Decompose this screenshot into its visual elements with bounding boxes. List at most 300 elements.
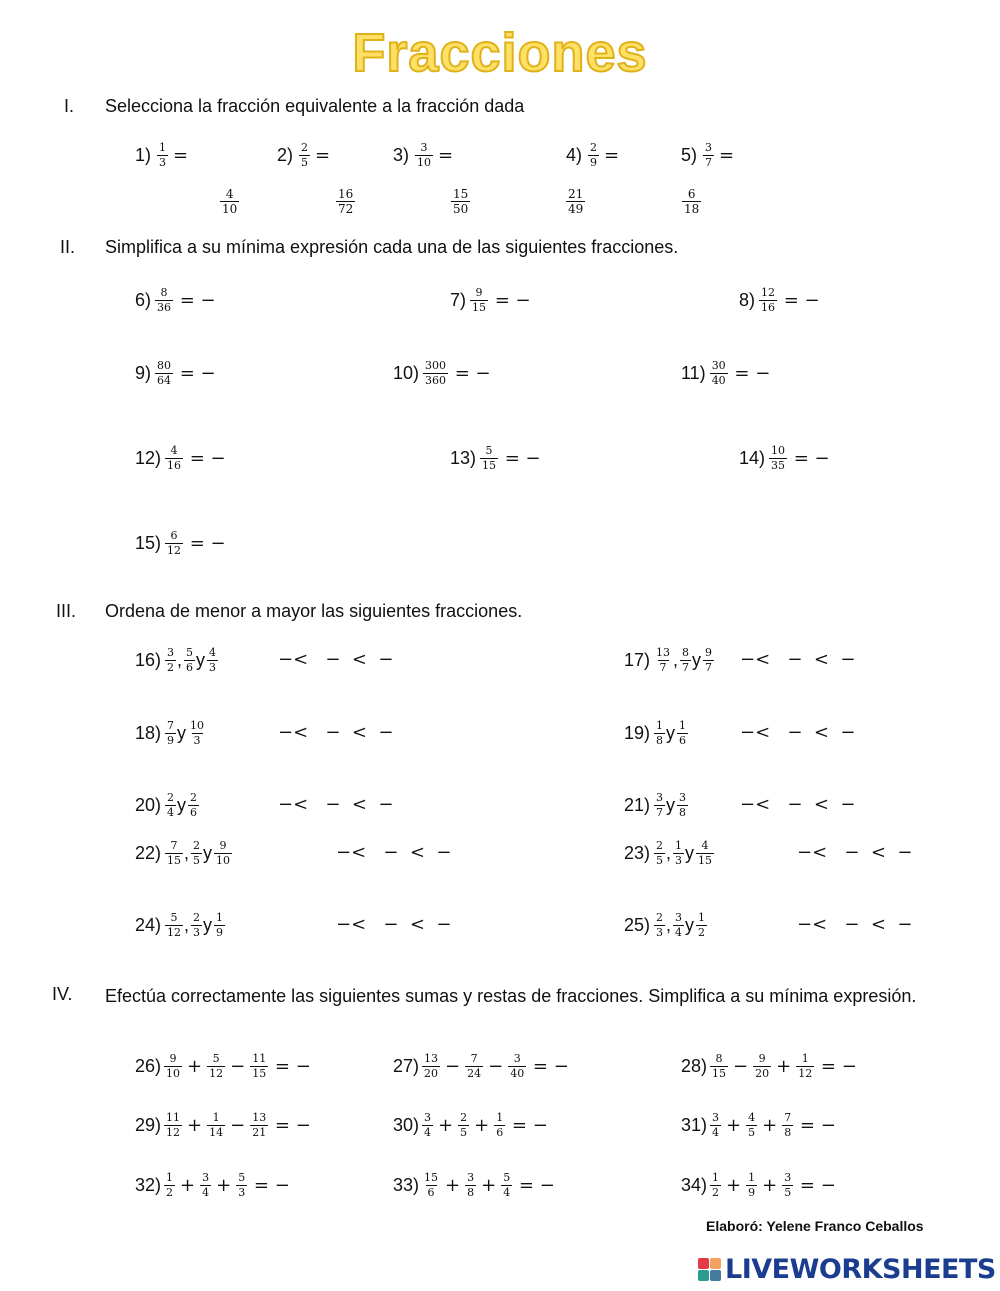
fraction [422,1053,440,1080]
fraction [654,720,665,747]
operation-item [393,1172,555,1199]
numerator: 1 [712,1171,720,1184]
fraction [165,530,183,557]
fraction [458,1112,469,1139]
order-answer-blanks[interactable]: −< − < − [336,842,452,863]
equals-sign: = [604,145,620,166]
fraction [155,360,173,387]
denominator: 2 [167,661,175,674]
fraction [703,142,714,169]
item-number: 18) [135,723,162,743]
item-number: 34) [681,1175,708,1195]
item-number: 3) [393,145,410,165]
denominator: 35 [771,459,786,472]
denominator: 10 [216,854,231,867]
operation-item [681,1112,836,1139]
numerator: 6 [170,529,178,542]
denominator: 16 [761,301,776,314]
fraction [703,647,714,674]
fraction [165,445,183,472]
numerator: 12 [761,286,776,299]
numerator: 7 [470,1052,478,1065]
section-numeral: IV. [52,984,73,1004]
denominator: 4 [167,806,175,819]
numerator: 13 [252,1111,267,1124]
answer-blank[interactable]: = − [449,363,491,384]
numerator: 2 [193,839,201,852]
fraction [654,647,672,674]
denominator: 9 [167,734,175,747]
fraction [164,1053,182,1080]
fraction [677,792,688,819]
item-number: 33) [393,1175,420,1195]
section-numeral: III. [56,601,77,621]
brand-name: LIVEWORKSHEETS [725,1254,996,1285]
conjunction: y [203,843,213,863]
fraction [753,1053,771,1080]
simplify-item [450,445,541,472]
item-number: 1) [135,145,152,165]
fraction [165,912,183,939]
item-number: 32) [135,1175,162,1195]
equivalence-item [393,142,457,169]
order-item [624,720,689,747]
answer-blank[interactable]: = − [184,533,226,554]
denominator: 3 [238,1186,246,1199]
fraction [299,142,310,169]
order-item [135,720,207,747]
denominator: 18 [684,202,700,216]
answer-blank[interactable]: = − [269,1115,311,1136]
operation-item [681,1053,857,1080]
fraction [494,1112,505,1139]
numerator: 21 [568,187,584,201]
section-instruction: Simplifica a su mínima expresión cada una de las siguientes fracciones. [105,237,679,257]
fraction [415,142,433,169]
item-number: 9) [135,363,152,383]
simplify-item [135,360,216,387]
numerator: 1 [159,141,167,154]
fraction [680,647,691,674]
conjunction: y [666,795,676,815]
numerator: 2 [460,1111,468,1124]
section-instruction: Selecciona la fracción equivalente a la fracción dada [105,96,525,116]
item-number: 27) [393,1056,420,1076]
plus-sign: + [776,1056,792,1077]
operation-item [135,1053,311,1080]
fraction [677,720,688,747]
numerator: 6 [687,187,696,201]
operation-item [681,1172,836,1199]
numerator: 2 [301,141,309,154]
answer-blank[interactable]: = − [527,1056,569,1077]
comma: , [177,650,183,670]
fraction [710,1053,728,1080]
denominator: 7 [705,156,713,169]
conjunction: y [692,650,702,670]
answer-blank[interactable]: = − [778,290,820,311]
fraction [759,287,777,314]
fraction [769,445,787,472]
section-numeral: II. [60,237,76,257]
numerator: 5 [238,1171,246,1184]
denominator: 15 [712,1067,727,1080]
fraction [746,1172,757,1199]
denominator: 40 [510,1067,525,1080]
fraction [165,792,176,819]
fraction [782,1172,793,1199]
answer-blank[interactable]: = − [794,1115,836,1136]
numerator: 16 [338,187,354,201]
answer-blank[interactable]: = − [728,363,771,384]
plus-sign: + [726,1175,742,1196]
answer-blank[interactable]: = − [248,1175,290,1196]
equivalence-item [681,142,738,169]
conjunction: y [196,650,206,670]
denominator: 5 [460,1126,468,1139]
denominator: 12 [166,1126,181,1139]
simplify-item [739,287,820,314]
item-number: 20) [135,795,162,815]
liveworksheets-logo [698,1254,996,1285]
numerator: 30 [711,359,726,372]
section-instruction: Ordena de menor a mayor las siguientes fracciones. [105,601,523,621]
fraction [654,912,665,939]
minus-sign: − [230,1115,246,1136]
denominator: 12 [167,544,182,557]
fraction [214,912,225,939]
worksheet-title: Fracciones [352,23,648,83]
numerator: 9 [219,839,227,852]
liveworksheets-icon [698,1258,721,1281]
numerator: 2 [590,141,598,154]
equals-sign: = [719,145,735,166]
numerator: 7 [784,1111,792,1124]
fraction [207,647,218,674]
fraction [654,840,665,867]
denominator: 6 [190,806,198,819]
numerator: 4 [170,444,178,457]
denominator: 5 [656,854,664,867]
numerator: 3 [420,141,428,154]
plus-sign: + [216,1175,232,1196]
numerator: 1 [656,719,664,732]
numerator: 1 [698,911,706,924]
order-answer-blanks[interactable]: −< − < − [797,842,913,863]
denominator: 2 [166,1186,174,1199]
order-item [624,912,708,939]
section-instruction: Efectúa correctamente las siguientes sumas y restas de fracciones. Simplifica a su mínima expresión. [105,986,917,1006]
denominator: 6 [679,734,687,747]
option-fraction[interactable] [451,188,470,215]
order-item [135,647,219,674]
item-number: 8) [739,290,756,310]
item-number: 12) [135,448,162,468]
fraction [501,1172,512,1199]
plus-sign: + [438,1115,454,1136]
denominator: 12 [798,1067,813,1080]
operation-item [393,1053,569,1080]
fraction [508,1053,526,1080]
item-number: 16) [135,650,162,670]
numerator: 5 [170,911,178,924]
equals-sign: = [173,145,189,166]
order-answer-blanks[interactable]: −< − < − [278,649,394,670]
fraction [422,1112,433,1139]
denominator: 24 [467,1067,482,1080]
answer-blank[interactable]: = − [489,290,531,311]
denominator: 20 [755,1067,770,1080]
denominator: 5 [193,854,201,867]
fraction [588,142,599,169]
fraction [654,792,665,819]
denominator: 4 [503,1186,511,1199]
item-number: 31) [681,1115,708,1135]
numerator: 9 [705,646,713,659]
denominator: 8 [679,806,687,819]
item-number: 24) [135,915,162,935]
numerator: 2 [656,839,664,852]
numerator: 5 [212,1052,220,1065]
denominator: 4 [424,1126,432,1139]
item-number: 25) [624,915,651,935]
fraction [191,840,202,867]
simplify-item [135,445,226,472]
numerator: 4 [748,1111,756,1124]
denominator: 4 [675,926,683,939]
numerator: 1 [748,1171,756,1184]
numerator: 7 [167,719,175,732]
fraction [207,1053,225,1080]
denominator: 3 [193,734,201,747]
numerator: 3 [705,141,713,154]
denominator: 50 [453,202,469,216]
numerator: 4 [701,839,709,852]
fraction [796,1053,814,1080]
numerator: 3 [167,646,175,659]
item-number: 19) [624,723,651,743]
denominator: 6 [427,1186,435,1199]
answer-blank[interactable]: = − [815,1056,857,1077]
denominator: 7 [659,661,667,674]
item-number: 4) [566,145,583,165]
denominator: 12 [167,926,182,939]
numerator: 10 [771,444,786,457]
answer-blank[interactable]: = − [499,448,541,469]
answer-blank[interactable]: = − [174,290,216,311]
order-item [135,792,200,819]
fraction [250,1112,268,1139]
fraction [250,1053,268,1080]
numerator: 15 [424,1171,439,1184]
numerator: 300 [425,359,447,372]
order-answer-blanks[interactable]: −< − < − [740,649,856,670]
numerator: 11 [252,1052,267,1065]
order-answer-blanks[interactable]: −< − < − [740,794,856,815]
denominator: 12 [209,1067,224,1080]
denominator: 4 [712,1126,720,1139]
numerator: 7 [170,839,178,852]
item-number: 29) [135,1115,162,1135]
numerator: 5 [186,646,194,659]
numerator: 1 [801,1052,809,1065]
numerator: 11 [166,1111,181,1124]
order-item [135,912,226,939]
fraction [191,912,202,939]
fraction [696,912,707,939]
item-number: 14) [739,448,766,468]
fraction [214,840,232,867]
item-number: 17) [624,650,651,670]
comma: , [184,843,190,863]
fraction [465,1053,483,1080]
section-numeral: I. [64,96,75,116]
minus-sign: − [230,1056,246,1077]
answer-blank[interactable]: = − [513,1175,555,1196]
answer-blank[interactable]: = − [506,1115,548,1136]
option-fraction[interactable] [682,188,701,215]
plus-sign: + [726,1115,742,1136]
numerator: 4 [209,646,217,659]
numerator: 5 [503,1171,511,1184]
simplify-item [681,360,770,387]
order-item [135,840,233,867]
item-number: 10) [393,363,420,383]
item-number: 5) [681,145,698,165]
order-item [624,840,715,867]
fraction [236,1172,247,1199]
denominator: 9 [748,1186,756,1199]
numerator: 2 [656,911,664,924]
denominator: 7 [682,661,690,674]
answer-blank[interactable]: = − [269,1056,311,1077]
denominator: 15 [252,1067,267,1080]
conjunction: y [177,795,187,815]
denominator: 8 [656,734,664,747]
plus-sign: + [481,1175,497,1196]
equals-sign: = [438,145,454,166]
fraction [710,1112,721,1139]
item-number: 15) [135,533,162,553]
answer-blank[interactable]: = − [794,1175,836,1196]
denominator: 64 [157,374,172,387]
numerator: 15 [453,187,469,201]
numerator: 1 [496,1111,504,1124]
denominator: 7 [705,661,713,674]
item-number: 21) [624,795,651,815]
answer-blank[interactable]: = − [174,363,216,384]
denominator: 15 [698,854,713,867]
denominator: 15 [472,301,487,314]
numerator: 8 [160,286,168,299]
denominator: 3 [675,854,683,867]
answer-blank[interactable]: = − [788,448,830,469]
item-number: 13) [450,448,477,468]
denominator: 8 [784,1126,792,1139]
denominator: 3 [656,926,664,939]
plus-sign: + [187,1056,203,1077]
answer-blank[interactable]: = − [184,448,226,469]
option-fraction[interactable] [336,188,355,215]
numerator: 4 [225,187,234,201]
option-fraction[interactable] [566,188,585,215]
fraction [710,360,728,387]
denominator: 5 [301,156,309,169]
fraction [710,1172,721,1199]
fraction [422,1172,440,1199]
comma: , [673,650,679,670]
option-fraction[interactable] [220,188,239,215]
simplify-item [450,287,531,314]
denominator: 360 [425,374,447,387]
denominator: 9 [590,156,598,169]
fraction [188,720,206,747]
fraction [480,445,498,472]
numerator: 80 [157,359,172,372]
denominator: 2 [712,1186,720,1199]
denominator: 5 [784,1186,792,1199]
order-answer-blanks[interactable]: −< − < − [740,722,856,743]
operation-item [135,1172,290,1199]
denominator: 2 [698,926,706,939]
numerator: 2 [190,791,198,804]
numerator: 3 [784,1171,792,1184]
fraction [470,287,488,314]
denominator: 16 [167,459,182,472]
order-item [624,647,715,674]
fraction [746,1112,757,1139]
numerator: 5 [485,444,493,457]
numerator: 1 [212,1111,220,1124]
item-number: 2) [277,145,294,165]
denominator: 3 [159,156,167,169]
order-answer-blanks[interactable]: −< − < − [278,794,394,815]
item-number: 22) [135,843,162,863]
denominator: 20 [424,1067,439,1080]
numerator: 8 [682,646,690,659]
minus-sign: − [445,1056,461,1077]
denominator: 36 [157,301,172,314]
operation-item [135,1112,311,1139]
simplify-item [393,360,491,387]
conjunction: y [685,843,695,863]
order-answer-blanks[interactable]: −< − < − [797,914,913,935]
numerator: 3 [424,1111,432,1124]
numerator: 1 [679,719,687,732]
comma: , [666,843,672,863]
plus-sign: + [445,1175,461,1196]
denominator: 8 [467,1186,475,1199]
numerator: 3 [202,1171,210,1184]
equivalence-item [277,142,334,169]
conjunction: y [203,915,213,935]
equivalence-item [135,142,192,169]
plus-sign: + [187,1115,203,1136]
fraction [184,647,195,674]
denominator: 6 [496,1126,504,1139]
fraction [157,142,168,169]
numerator: 9 [475,286,483,299]
order-answer-blanks[interactable]: −< − < − [336,914,452,935]
simplify-item [135,287,216,314]
denominator: 7 [656,806,664,819]
order-answer-blanks[interactable]: −< − < − [278,722,394,743]
simplify-item [739,445,830,472]
item-number: 23) [624,843,651,863]
denominator: 72 [338,202,354,216]
fraction [164,1172,175,1199]
denominator: 14 [209,1126,224,1139]
